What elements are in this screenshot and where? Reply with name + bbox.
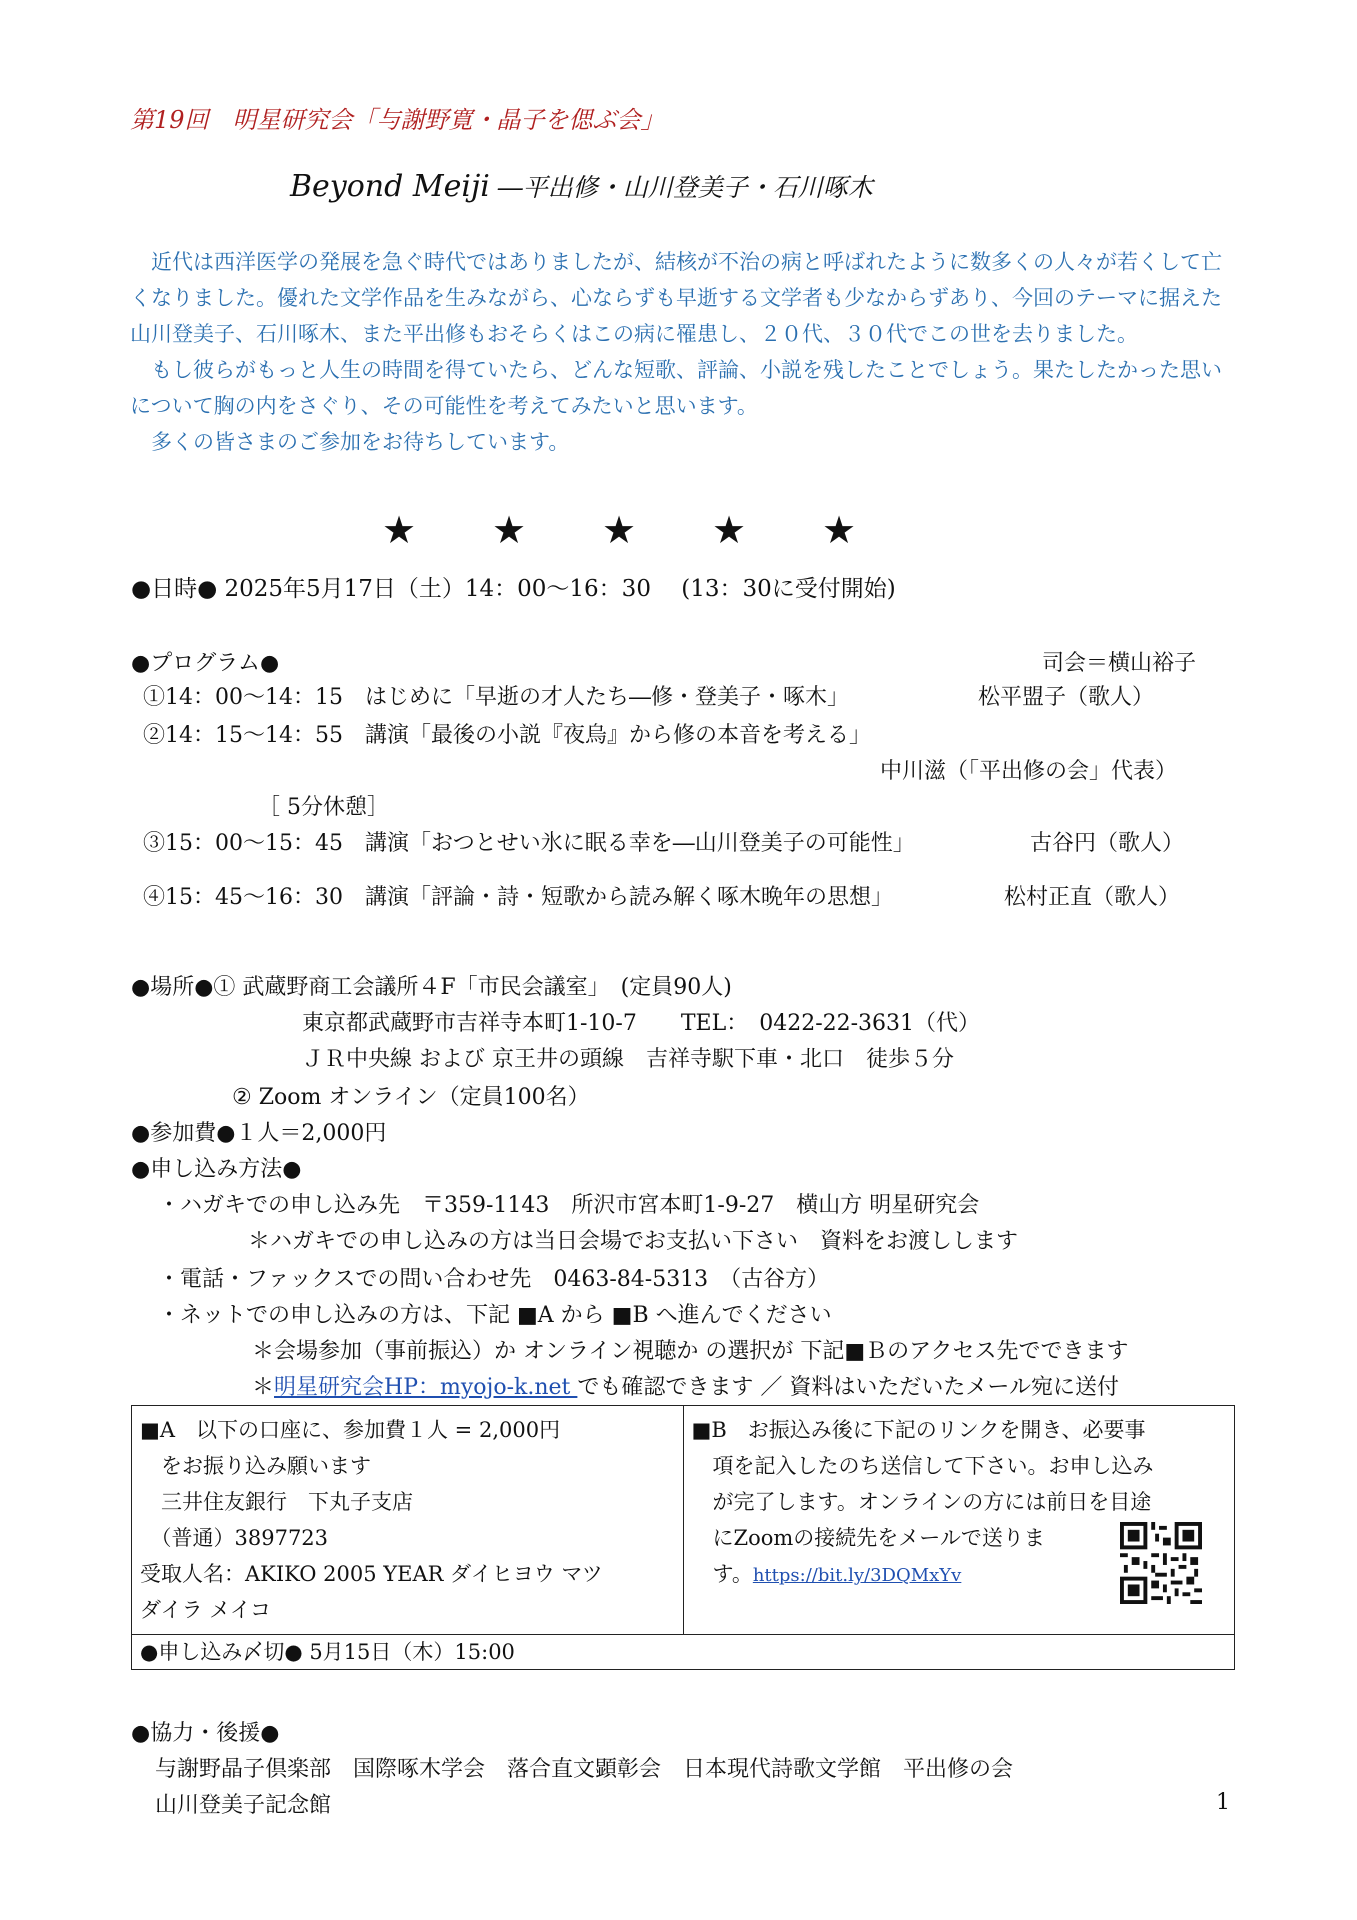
apply-net: ・ネットでの申し込みの方は、下記 ■A から ■B へ進んでください: [158, 1303, 832, 1328]
deadline-row: [132, 1635, 1235, 1670]
program-heading: ●プログラム●: [131, 651, 280, 676]
box-a: [132, 1406, 684, 1635]
title-subtitle: ―平出修・山川登美子・石川啄木: [489, 173, 873, 202]
fee: ●参加費●１人＝2,000円: [131, 1121, 387, 1146]
box-b-line: にZoomの接続先をメールで送りま: [691, 1526, 1045, 1550]
program-mc: 司会＝横山裕子: [1042, 651, 1197, 676]
program-item: ③15：00～15：45 講演「おつとせい氷に眠る幸を―山川登美子の可能性」: [143, 831, 915, 856]
registration-link[interactable]: https://bit.ly/3DQMxYv: [752, 1565, 962, 1586]
note-prefix: ＊: [252, 1375, 275, 1400]
qr-code-icon[interactable]: [1120, 1522, 1202, 1604]
program-break: ［ 5分休憩］: [258, 795, 389, 820]
box-b-line: が完了します。オンラインの方には前日を目途: [691, 1490, 1152, 1514]
intro-paragraph: もし彼らがもっと人生の時間を得ていたら、どんな短歌、評論、小説を残したことでしょう。果たしたかった思いについて胸の内をさぐり、その可能性を考えてみたいと思います。: [130, 358, 1222, 418]
program-speaker: 松平盟子（歌人）: [978, 685, 1155, 710]
box-a-line: 三井住友銀行 下丸子支店: [140, 1490, 413, 1514]
venue-address: 東京都武蔵野市吉祥寺本町1-10-7 TEL： 0422-22-3631（代）: [302, 1011, 981, 1036]
support-line: 与謝野晶子倶楽部 国際啄木学会 落合直文顕彰会 日本現代詩歌文学館 平出修の会: [155, 1757, 1014, 1782]
intro-paragraph: 多くの皆さまのご参加をお待ちしています。: [130, 430, 570, 454]
apply-net-note-hp: [252, 1370, 1119, 1401]
program-item: ②14：15～14：55 講演「最後の小説『夜烏』から修の本音を考える」: [143, 723, 871, 748]
apply-heading: ●申し込み方法●: [131, 1157, 302, 1182]
apply-net-note: ＊会場参加（事前振込）か オンライン視聴か の選択が 下記■Ｂのアクセス先でできます: [252, 1339, 1129, 1364]
star-icon: ★: [602, 508, 637, 552]
apply-postcard-note: ＊ハガキでの申し込みの方は当日会場でお支払い下さい 資料をお渡しします: [248, 1229, 1019, 1254]
page-number: 1: [1216, 1790, 1230, 1815]
venue-online: ② Zoom オンライン（定員100名）: [232, 1085, 590, 1110]
program-item: ④15：45～16：30 講演「評論・詩・短歌から読み解く啄木晩年の思想」: [143, 885, 893, 910]
hp-link[interactable]: 明星研究会HP：myojo-k.net: [274, 1375, 578, 1400]
star-icon: ★: [822, 508, 857, 552]
box-b-line: ■B お振込み後に下記のリンクを開き、必要事: [691, 1418, 1146, 1442]
star-icon: ★: [712, 508, 747, 552]
box-a-line: ダイラ メイコ: [140, 1598, 271, 1622]
support-heading: ●協力・後援●: [131, 1721, 280, 1746]
event-header: 第19回 明星研究会「与謝野寛・晶子を偲ぶ会」: [130, 106, 665, 134]
box-b-prefix: す。: [691, 1562, 753, 1586]
star-icon: ★: [382, 508, 417, 552]
venue-main: ●場所●① 武蔵野商工会議所４F「市民会議室」 (定員90人): [131, 975, 732, 1000]
note-suffix: でも確認できます ／ 資料はいただいたメール宛に送付: [577, 1375, 1119, 1400]
star-icon: ★: [492, 508, 527, 552]
program-item: ①14：00～14：15 はじめに「早逝の才人たち―修・登美子・啄木」: [143, 685, 849, 710]
event-title: [290, 168, 873, 204]
venue-access: ＪＲ中央線 および 京王井の頭線 吉祥寺駅下車・北口 徒歩５分: [302, 1047, 954, 1072]
box-b-line: 項を記入したのち送信して下さい。お申し込み: [691, 1454, 1154, 1478]
star-divider: [382, 508, 932, 552]
program-speaker: 古谷円（歌人）: [1030, 831, 1185, 856]
box-a-line: 受取人名：AKIKO 2005 YEAR ダイヒヨウ マツ: [140, 1562, 603, 1586]
box-a-line: （普通）3897723: [140, 1526, 329, 1550]
intro-text: [130, 244, 1240, 460]
intro-paragraph: 近代は西洋医学の発展を急ぐ時代ではありましたが、結核が不治の病と呼ばれたように数多くの人々が若くして亡くなりました。優れた文学作品を生みながら、心ならずも早逝する文学者も少なからずあり、今回のテーマに据えた山川登美子、石川啄木、また平出修もおそらくはこの病に罹患し、２０代、３０代でこの世を去りました。: [130, 250, 1222, 346]
payment-box: [131, 1405, 1235, 1670]
event-datetime: ●日時● 2025年5月17日（土）14：00～16：30 (13：30に受付開始): [131, 576, 896, 602]
program-speaker: 松村正直（歌人）: [1004, 885, 1181, 910]
support-line: 山川登美子記念館: [155, 1793, 332, 1818]
apply-postcard: ・ハガキでの申し込み先 〒359-1143 所沢市宮本町1-9-27 横山方 明星研究会: [158, 1193, 980, 1218]
box-a-line: ■A 以下の口座に、参加費１人 = 2,000円: [140, 1418, 561, 1442]
box-a-line: をお振り込み願います: [140, 1454, 371, 1478]
deadline: ●申し込み〆切● 5月15日（木）15:00: [140, 1640, 515, 1664]
title-main: Beyond Meiji: [290, 169, 490, 204]
apply-phone: ・電話・ファックスでの問い合わせ先 0463-84-5313 （古谷方）: [158, 1267, 830, 1292]
program-speaker: 中川滋（「平出修の会」代表）: [880, 759, 1178, 784]
